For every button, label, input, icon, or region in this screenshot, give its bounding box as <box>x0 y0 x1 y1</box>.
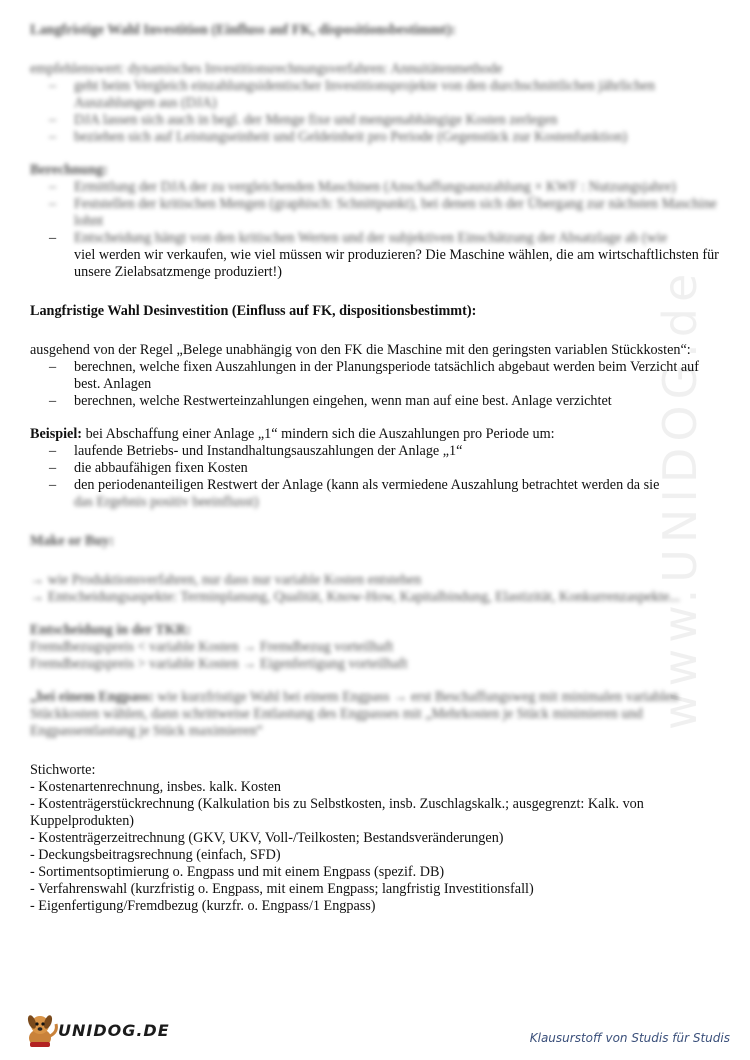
logo-text: UNIDOG.DE <box>58 1021 170 1040</box>
blurred-text: – Entscheidung hängt von den kritischen Werten und der subjektiven Einschätzung der Absatzlage ab (wie <box>74 230 668 246</box>
bullet-list <box>30 359 720 410</box>
list-item-text: viel werden wir verkaufen, wie viel müssen wir produzieren? Die Maschine wählen, die am wirtschaftlichsten für unsere Zielabsatzmenge produziert!) <box>74 247 719 280</box>
stichworte-heading: Stichworte: <box>30 762 96 778</box>
page-footer <box>24 1010 730 1050</box>
keyword-item: - Kostenträgerstückrechnung (Kalkulation bis zu Selbstkosten, insb. Zuschlagskalk.; ausgegrenzt: Kalk. von Kuppelprodukten) <box>30 796 644 829</box>
beispiel-text: bei Abschaffung einer Anlage „1“ mindern sich die Auszahlungen pro Periode um: <box>82 426 555 442</box>
unidog-logo[interactable] <box>24 1010 170 1050</box>
blurred-section-top <box>30 22 720 230</box>
list-item <box>30 230 720 281</box>
keyword-item: - Verfahrenswahl (kurzfristig o. Engpass, mit einem Engpass; langfristig Investitionsfall) <box>30 881 534 897</box>
keyword-item: - Kostenträgerzeitrechnung (GKV, UKV, Voll-/Teilkosten; Bestandsveränderungen) <box>30 830 504 846</box>
subheading-tkr: Entscheidung in der TKR: <box>30 622 191 638</box>
list-item-text: den periodenanteiligen Restwert der Anlage (kann als vermiedene Auszahlung betrachtet werden da sie <box>74 477 660 493</box>
list-item: – DJA lassen sich auch in begl. der Menge fixe und mengenabhängige Kosten zerlegen <box>30 112 720 129</box>
list-item: – beziehen sich auf Leistungseinheit und Geldeinheit pro Periode (Gegenstück zur Kostenfunktion) <box>30 129 720 146</box>
bullet-list <box>30 78 720 146</box>
keyword-item: - Eigenfertigung/Fremdbezug (kurzfr. o. Engpass/1 Engpass) <box>30 898 376 914</box>
list-item: – berechnen, welche Restwerteinzahlungen eingehen, wenn man auf eine best. Anlage verzichtet <box>30 393 720 410</box>
beispiel-label: Beispiel: <box>30 426 83 442</box>
engpass-label: „bei einem Engpass: <box>30 689 154 705</box>
bullet-list <box>30 230 720 281</box>
keyword-item: - Sortimentsoptimierung o. Engpass und mit einem Engpass (spezif. DB) <box>30 864 445 880</box>
section-heading-investition: Langfristige Wahl Investition (Einfluss auf FK, dispositionsbestimmt): <box>30 22 456 38</box>
footer-tagline: Klausurstoff von Studis für Studis <box>529 1031 730 1045</box>
keyword-item: - Kostenartenrechnung, insbes. kalk. Kosten <box>30 779 281 795</box>
paragraph-line: Fremdbezugspreis > variable Kosten → Eigenfertigung vorteilhaft <box>30 656 408 672</box>
keyword-item: - Deckungsbeitragsrechnung (einfach, SFD) <box>30 847 281 863</box>
blurred-text: das Ergebnis positiv beeinflusst) <box>74 494 259 510</box>
dog-mascot-icon <box>24 1012 60 1050</box>
paragraph-intro: empfehlenswert: dynamisches Investitionsrechnungsverfahren: Annuitätenmethode <box>30 61 503 77</box>
list-item: – Feststellen der kritischen Mengen (graphisch: Schnittpunkt), bei denen sich der Übergang zur nächsten Maschine lohnt <box>30 196 720 230</box>
document-page <box>30 22 720 915</box>
paragraph-intro: ausgehend von der Regel „Belege unabhängig von den FK die Maschine mit den geringsten variablen Stückkosten“: <box>30 342 691 358</box>
list-item: – geht beim Vergleich einzahlungsidentischer Investitionsprojekte von den durchschnittlichen jährlichen Auszahlungen aus (DJA) <box>30 78 720 112</box>
paragraph-line: → Entscheidungsaspekte: Terminplanung, Qualität, Know-How, Kapitalbindung, Elastizität, Konkurrenzaspekte... <box>30 589 680 605</box>
bullet-list <box>30 443 720 511</box>
paragraph-beispiel <box>30 426 720 443</box>
subheading-berechnung: Berechnung: <box>30 162 108 178</box>
list-item <box>30 477 720 511</box>
subheading-make-or-buy: Make or Buy: <box>30 533 115 549</box>
list-item: – Ermittlung der DJA der zu vergleichenden Maschinen (Anschaffungsauszahlung × KWF : Nutzungsjahre) <box>30 179 720 196</box>
paragraph-engpass <box>30 689 720 740</box>
section-heading-desinvestition: Langfristige Wahl Desinvestition (Einfluss auf FK, dispositionsbestimmt): <box>30 303 477 319</box>
blurred-section-bottom <box>30 533 720 740</box>
paragraph-line: → wie Produktionsverfahren, nur dass nur variable Kosten entstehen <box>30 572 422 588</box>
engpass-text: wie kurzfristige Wahl bei einem Engpass → erst Beschaffungsweg mit minimalen variablen Stückkosten wählen, dann schrittweise Entlastung des Engpasses mit „Mehrkosten je Stück minimieren und Engpassentlastung je Stück maximieren“ <box>30 689 679 739</box>
list-item: – laufende Betriebs- und Instandhaltungsauszahlungen der Anlage „1“ <box>30 443 720 460</box>
bullet-list <box>30 179 720 230</box>
watermark-text: www.UNIDOG.de <box>653 267 707 730</box>
paragraph-line: Fremdbezugspreis < variable Kosten → Fremdbezug vorteilhaft <box>30 639 394 655</box>
list-item: – berechnen, welche fixen Auszahlungen in der Planungsperiode tatsächlich abgebaut werden beim Verzicht auf best. Anlagen <box>30 359 720 393</box>
list-item: – die abbaufähigen fixen Kosten <box>30 460 720 477</box>
